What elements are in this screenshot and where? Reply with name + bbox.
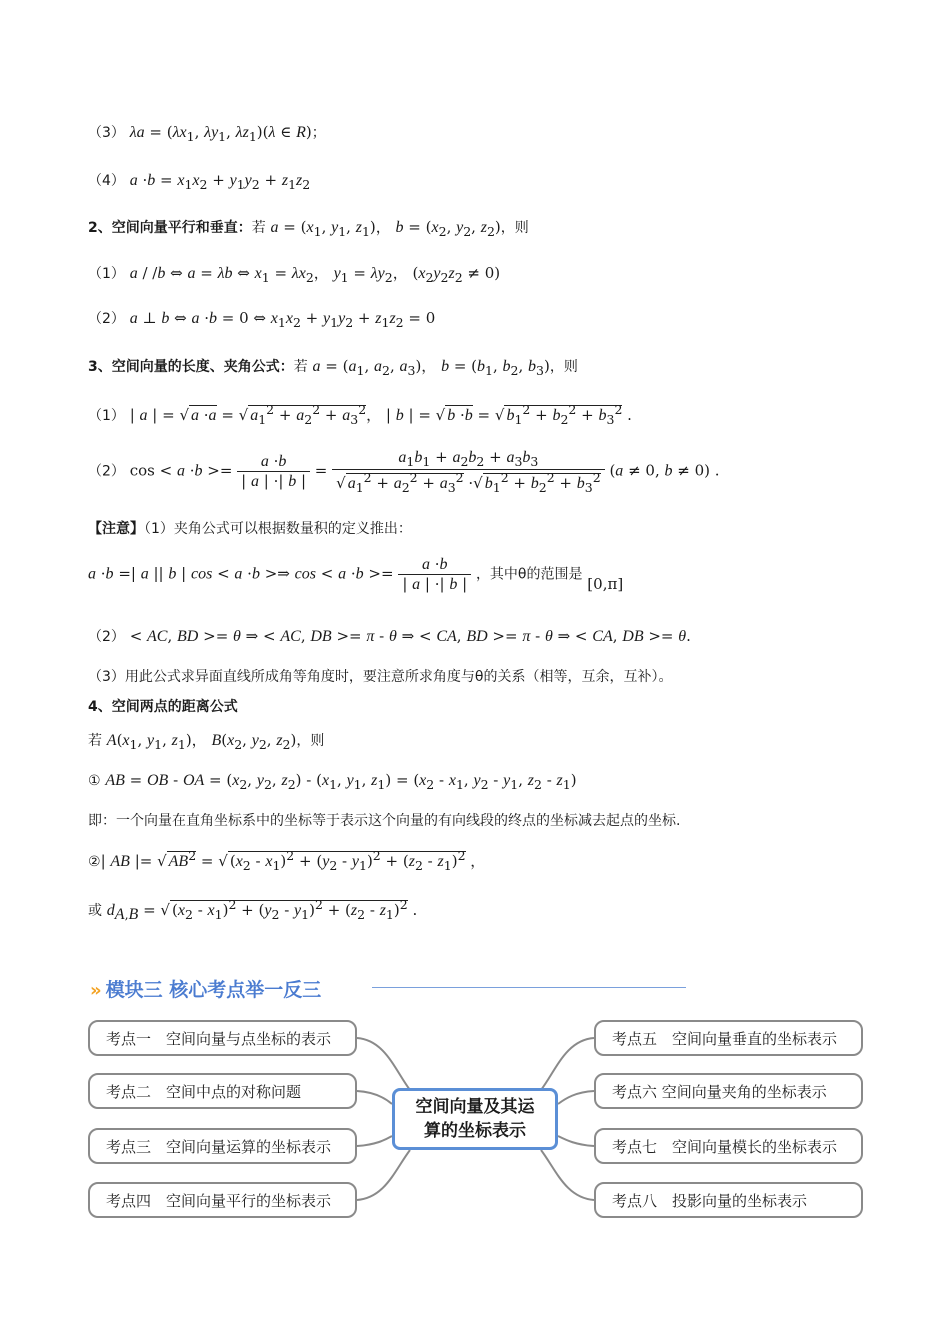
angle-formula: （2） cos < a ·b >= $\frac{a \cdot b}{| a | \cdot| b |}$ = $\frac{a_1b_1 + a_2b_2 + a_3b_3}{√ a_1^2 + a_2^2 + a_3^2 \cdot√ b_1^2 + b_2^2 + b_3^2}$ (a ≠ 0, b ≠ 0) . — [88, 448, 720, 495]
topic-label: 考点二 空间中点的对称问题 — [106, 1082, 302, 1101]
points-def: 若 $A(x_1$, $y_1$, $z_1$)， $B(x_2$, $y_2$, $z_2$)，则 — [88, 731, 325, 752]
topic-5-box[interactable] — [594, 1020, 863, 1056]
item-number: （3） — [88, 125, 125, 141]
center-line-2: 算的坐标表示 — [424, 1121, 526, 1141]
mindmap-center[interactable] — [392, 1088, 558, 1150]
note-3: （3）用此公式求异面直线所成角等角度时，要注意所求角度与θ的关系（相等，互余，互补）。 — [88, 669, 673, 685]
topic-label: 考点四 空间向量平行的坐标表示 — [106, 1191, 332, 1210]
explain-text: 即：一个向量在直角坐标系中的坐标等于表示这个向量的有向线段的终点的坐标减去起点的坐标. — [88, 813, 681, 829]
note-1-formula: a ·b =| a || b | cos < a ·b >⇒ cos < a ·b >= $\frac{a \cdot b}{| a | \cdot| b |}$ ，其中θ的范围是 [0,π] — [88, 555, 624, 593]
perpendicular-formula: （2） a ⊥ b ⇔ a ·b = 0 ⇔ $x_1x_2 + y_1y_2 + z_1z_2 = 0$ — [88, 309, 436, 330]
length-formula: （1） | a | = √ a ·a = √ $a_1^2 + a_2^2 + a_3^2$， | b | = √ b ·b = √ $b_1^2 + b_2^2 + b_3^2$ . — [88, 402, 632, 427]
module-title: 模块三 核心考点举一反三 — [105, 979, 322, 1001]
formula-4: （4） $a \cdot b = x_1x_2 + y_1y_2 + z_1z_2$ — [88, 171, 311, 192]
center-line-1: 空间向量及其运 — [415, 1097, 535, 1117]
topic-2-box[interactable] — [88, 1073, 357, 1109]
note-2: （2） < AC, BD >= θ ⇒ < AC, DB >= π - θ ⇒ < CA, BD >= π - θ ⇒ < CA, DB >= θ. — [88, 627, 691, 645]
section-4-heading: 4、空间两点的距离公式 — [88, 699, 238, 715]
topic-label: 考点三 空间向量运算的坐标表示 — [106, 1137, 332, 1156]
topic-8-box[interactable] — [594, 1182, 863, 1218]
topic-label: 考点八 投影向量的坐标表示 — [612, 1191, 808, 1210]
distance-formula: ②| AB |= √ $AB^2$ = √ $(x_2 - x_1)^2 + (y_2 - y_1)^2 + (z_2 - z_1)^2$ ， — [88, 848, 486, 873]
note-1: 【注意】（1）夹角公式可以根据数量积的定义推出： — [88, 521, 412, 537]
topic-label: 考点七 空间向量模长的坐标表示 — [612, 1137, 838, 1156]
double-chevron-icon: » — [90, 980, 102, 1001]
topic-4-box[interactable] — [88, 1182, 357, 1218]
topic-label: 考点一 空间向量与点坐标的表示 — [106, 1029, 332, 1048]
topic-7-box[interactable] — [594, 1128, 863, 1164]
section-3-heading: 3、空间向量的长度、夹角公式：若 $a = (a_1$, $a_2$, $a_3$)， $b = (b_1$, $b_2$, $b_3$)，则 — [88, 357, 578, 378]
vector-ab-formula: ① AB = OB - OA = ($x_2$, $y_2$, $z_2) - (x_1$, $y_1$, $z_1) = (x_2 - x_1$, $y_2 - y_1$, $z_2 - z_1$) — [88, 771, 577, 792]
section-2-heading: 2、空间向量平行和垂直：若 $a = (x_1$, $y_1$, $z_1$)， $b = (x_2$, $y_2$, $z_2$)，则 — [88, 218, 529, 239]
topic-1-box[interactable] — [88, 1020, 357, 1056]
topic-label: 考点五 空间向量垂直的坐标表示 — [612, 1029, 838, 1048]
item-number: （4） — [88, 173, 125, 189]
formula-3: （3） $\lambda a = (\lambda x_1$, $\lambda y_1$, $\lambda z_1)(\lambda$ ∈ R)； — [88, 123, 326, 144]
distance-formula-alt: 或 $d_{A,B}$ = √ $(x_2 - x_1)^2 + (y_2 - y_1)^2 + (z_2 - z_1)^2$ . — [88, 897, 418, 923]
topic-6-box[interactable] — [594, 1073, 863, 1109]
topic-3-box[interactable] — [88, 1128, 357, 1164]
topic-label: 考点六 空间向量夹角的坐标表示 — [612, 1082, 827, 1101]
parallel-formula: （1） a / /b ⇔ a = λb ⇔ $x_1 = \lambda x_2$， $y_1 = \lambda y_2$， $(x_2y_2z_2 \ne 0)$ — [88, 264, 501, 285]
